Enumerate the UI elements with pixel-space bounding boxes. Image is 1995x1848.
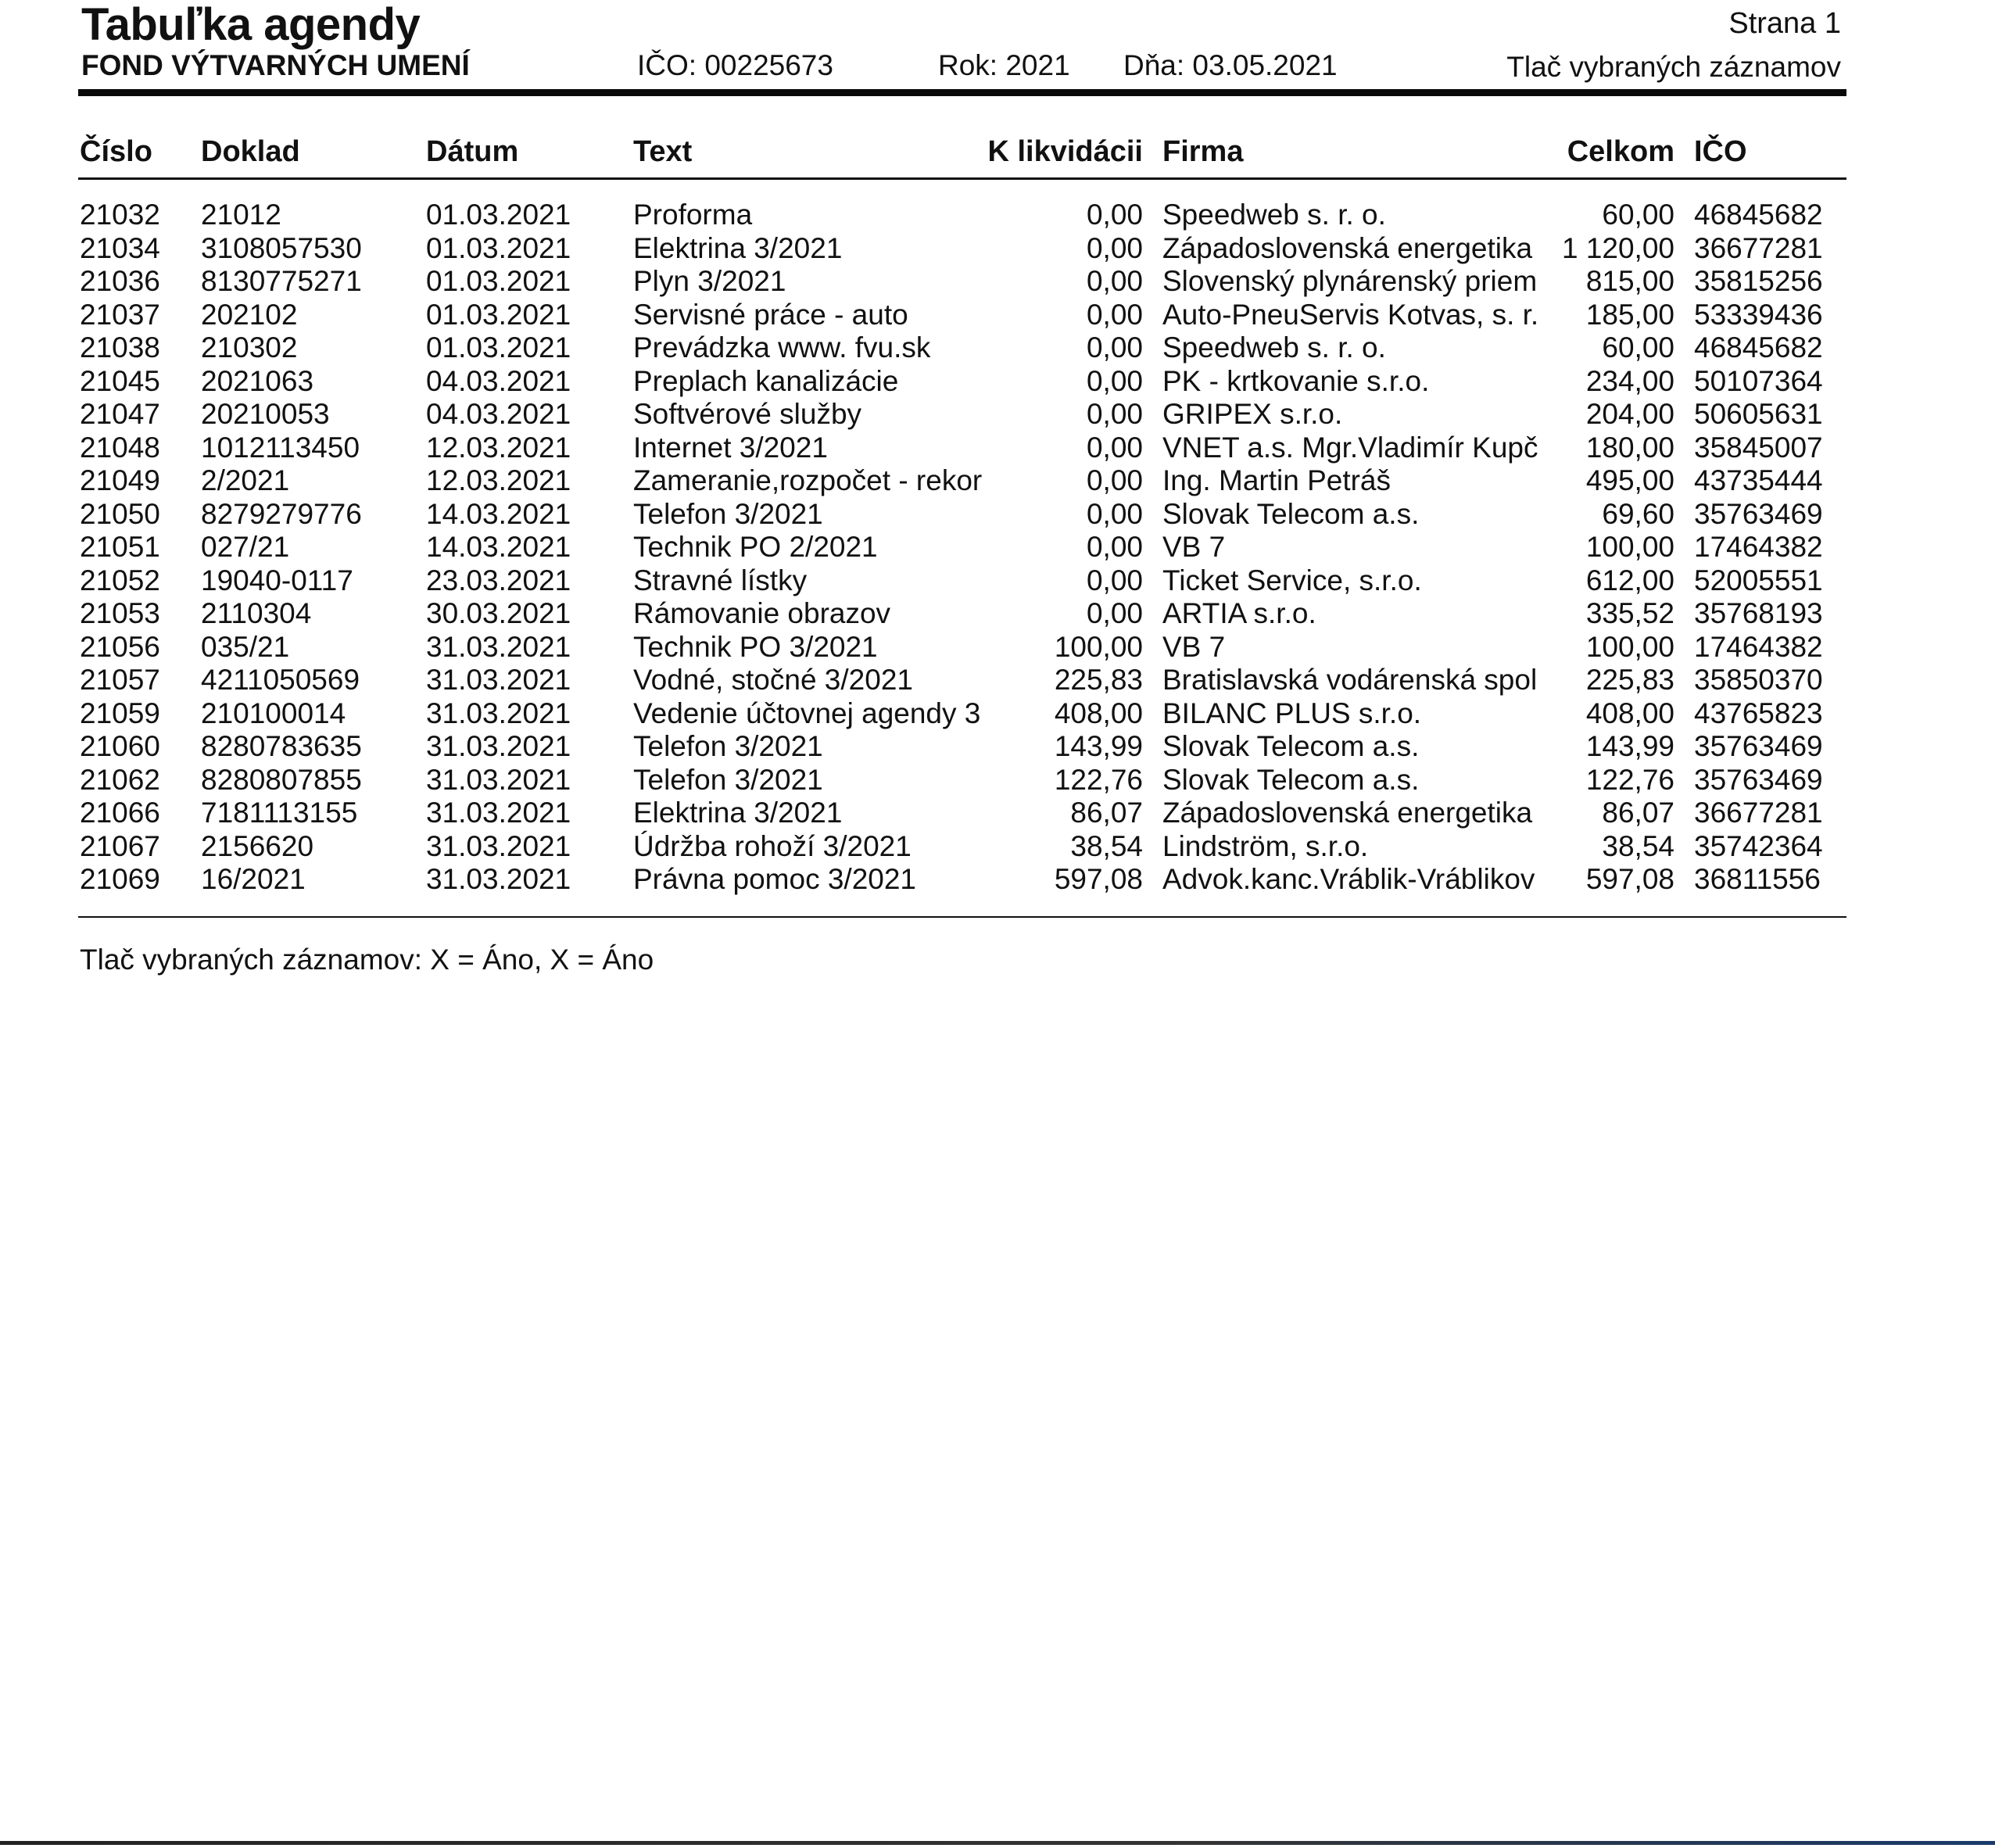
cell-cislo: 21066 [80, 797, 160, 829]
table-row [0, 631, 1995, 664]
cell-text: Údržba rohoží 3/2021 [633, 829, 912, 862]
organization-ico: IČO: 00225673 [637, 49, 833, 81]
cell-firma: Auto-PneuServis Kotvas, s. r. [1162, 298, 1539, 331]
cell-doklad: 2110304 [201, 597, 312, 629]
cell-doklad: 210302 [201, 331, 298, 364]
table-row [0, 664, 1995, 697]
column-header-text: Text [633, 135, 693, 168]
cell-datum: 01.03.2021 [426, 298, 571, 331]
cell-firma: Slovak Telecom a.s. [1162, 730, 1420, 762]
table-row [0, 199, 1995, 232]
cell-celkom: 597,08 [1585, 863, 1674, 895]
cell-ico: 46845682 [1694, 199, 1823, 231]
cell-datum: 31.03.2021 [426, 697, 571, 729]
column-header-ico: IČO [1694, 135, 1747, 168]
cell-datum: 14.03.2021 [426, 531, 571, 563]
cell-cislo: 21047 [80, 398, 160, 430]
cell-text: Rámovanie obrazov [633, 597, 891, 629]
cell-k-likvidacii: 0,00 [1086, 398, 1143, 430]
cell-celkom: 815,00 [1585, 265, 1674, 297]
cell-cislo: 21034 [80, 231, 160, 264]
cell-k-likvidacii: 0,00 [1086, 199, 1143, 231]
table-header-divider [78, 177, 1846, 180]
cell-firma: Lindström, s.r.o. [1162, 829, 1369, 862]
cell-text: Telefon 3/2021 [633, 730, 823, 762]
cell-celkom: 60,00 [1602, 199, 1674, 231]
cell-cislo: 21069 [80, 863, 160, 895]
cell-text: Internet 3/2021 [633, 431, 828, 464]
cell-celkom: 185,00 [1585, 298, 1674, 331]
cell-celkom: 335,52 [1585, 597, 1674, 629]
cell-doklad: 21012 [201, 199, 281, 231]
column-header-datum: Dátum [426, 135, 519, 168]
report-subtitle: Tlač vybraných záznamov [1506, 51, 1841, 83]
scan-edge-line [0, 1841, 1995, 1845]
cell-text: Elektrina 3/2021 [633, 797, 843, 829]
table-row [0, 398, 1995, 432]
cell-text: Zameranie,rozpočet - rekor [633, 464, 983, 496]
cell-datum: 30.03.2021 [426, 597, 571, 629]
table-row [0, 232, 1995, 266]
cell-k-likvidacii: 597,08 [1054, 863, 1143, 895]
cell-text: Preplach kanalizácie [633, 364, 899, 397]
cell-ico: 53339436 [1694, 298, 1823, 331]
cell-text: Proforma [633, 199, 753, 231]
cell-datum: 01.03.2021 [426, 199, 571, 231]
cell-doklad: 202102 [201, 298, 298, 331]
header-divider [78, 89, 1846, 96]
cell-doklad: 027/21 [201, 531, 290, 563]
cell-k-likvidacii: 122,76 [1054, 763, 1143, 796]
cell-datum: 04.03.2021 [426, 398, 571, 430]
cell-ico: 35763469 [1694, 497, 1823, 530]
cell-k-likvidacii: 408,00 [1054, 697, 1143, 729]
cell-doklad: 16/2021 [201, 863, 306, 895]
cell-ico: 35763469 [1694, 730, 1823, 762]
cell-k-likvidacii: 0,00 [1086, 364, 1143, 397]
cell-celkom: 100,00 [1585, 630, 1674, 663]
cell-datum: 01.03.2021 [426, 331, 571, 364]
column-header-doklad: Doklad [201, 135, 300, 168]
cell-celkom: 1 120,00 [1561, 231, 1674, 264]
cell-cislo: 21032 [80, 199, 160, 231]
cell-celkom: 180,00 [1585, 431, 1674, 464]
cell-firma: Bratislavská vodárenská spol [1162, 664, 1538, 696]
organization-name: FOND VÝTVARNÝCH UMENÍ [81, 49, 470, 81]
cell-ico: 46845682 [1694, 331, 1823, 364]
cell-ico: 36677281 [1694, 797, 1823, 829]
cell-k-likvidacii: 100,00 [1054, 630, 1143, 663]
cell-datum: 31.03.2021 [426, 863, 571, 895]
table-row [0, 830, 1995, 864]
cell-cislo: 21062 [80, 763, 160, 796]
cell-firma: Západoslovenská energetika [1162, 231, 1533, 264]
cell-cislo: 21048 [80, 431, 160, 464]
cell-cislo: 21037 [80, 298, 160, 331]
cell-ico: 36677281 [1694, 231, 1823, 264]
cell-doklad: 8280783635 [201, 730, 362, 762]
cell-celkom: 122,76 [1585, 763, 1674, 796]
cell-text: Prevádzka www. fvu.sk [633, 331, 931, 364]
table-row [0, 299, 1995, 332]
cell-cislo: 21036 [80, 265, 160, 297]
table-row [0, 797, 1995, 830]
column-header-celkom: Celkom [1567, 135, 1674, 168]
cell-text: Vedenie účtovnej agendy 3 [633, 697, 981, 729]
cell-doklad: 8130775271 [201, 265, 362, 297]
table-row [0, 531, 1995, 564]
selection-note: Tlač vybraných záznamov: X = Áno, X = Áno [80, 944, 654, 976]
cell-k-likvidacii: 86,07 [1070, 797, 1143, 829]
table-row [0, 564, 1995, 598]
cell-firma: VB 7 [1162, 531, 1226, 563]
cell-text: Stravné lístky [633, 564, 808, 596]
cell-cislo: 21049 [80, 464, 160, 496]
cell-datum: 01.03.2021 [426, 265, 571, 297]
cell-cislo: 21056 [80, 630, 160, 663]
cell-celkom: 495,00 [1585, 464, 1674, 496]
cell-firma: Západoslovenská energetika [1162, 797, 1533, 829]
cell-doklad: 1012113450 [201, 431, 360, 464]
cell-datum: 12.03.2021 [426, 431, 571, 464]
report-year: Rok: 2021 [938, 49, 1070, 81]
cell-doklad: 2156620 [201, 829, 314, 862]
column-header-firma: Firma [1162, 135, 1244, 168]
cell-cislo: 21038 [80, 331, 160, 364]
cell-ico: 35845007 [1694, 431, 1823, 464]
cell-datum: 31.03.2021 [426, 763, 571, 796]
cell-firma: Advok.kanc.Vráblik-Vráblikov [1162, 863, 1535, 895]
cell-k-likvidacii: 0,00 [1086, 564, 1143, 596]
cell-text: Telefon 3/2021 [633, 497, 823, 530]
cell-celkom: 204,00 [1585, 398, 1674, 430]
cell-cislo: 21050 [80, 497, 160, 530]
cell-firma: VB 7 [1162, 630, 1226, 663]
cell-datum: 31.03.2021 [426, 797, 571, 829]
cell-ico: 50107364 [1694, 364, 1823, 397]
table-bottom-divider [78, 916, 1846, 918]
cell-k-likvidacii: 0,00 [1086, 597, 1143, 629]
cell-ico: 43765823 [1694, 697, 1823, 729]
table-row [0, 432, 1995, 465]
cell-firma: Slovenský plynárenský priem [1162, 265, 1538, 297]
cell-datum: 23.03.2021 [426, 564, 571, 596]
table-row [0, 464, 1995, 498]
cell-k-likvidacii: 225,83 [1054, 664, 1143, 696]
table-row [0, 597, 1995, 631]
cell-text: Technik PO 2/2021 [633, 531, 878, 563]
cell-doklad: 2021063 [201, 364, 314, 397]
cell-doklad: 8279279776 [201, 497, 362, 530]
cell-firma: BILANC PLUS s.r.o. [1162, 697, 1422, 729]
cell-celkom: 69,60 [1602, 497, 1674, 530]
cell-text: Technik PO 3/2021 [633, 630, 878, 663]
report-title: Tabuľka agendy [81, 0, 421, 50]
cell-doklad: 4211050569 [201, 664, 360, 696]
cell-celkom: 38,54 [1602, 829, 1674, 862]
cell-firma: Ticket Service, s.r.o. [1162, 564, 1422, 596]
cell-text: Servisné práce - auto [633, 298, 908, 331]
cell-text: Telefon 3/2021 [633, 763, 823, 796]
cell-firma: VNET a.s. Mgr.Vladimír Kupč [1162, 431, 1538, 464]
cell-doklad: 210100014 [201, 697, 346, 729]
cell-cislo: 21053 [80, 597, 160, 629]
cell-firma: GRIPEX s.r.o. [1162, 398, 1343, 430]
cell-ico: 43735444 [1694, 464, 1823, 496]
cell-k-likvidacii: 38,54 [1070, 829, 1143, 862]
cell-datum: 31.03.2021 [426, 829, 571, 862]
cell-cislo: 21057 [80, 664, 160, 696]
cell-firma: Speedweb s. r. o. [1162, 199, 1386, 231]
cell-text: Softvérové služby [633, 398, 862, 430]
cell-celkom: 408,00 [1585, 697, 1674, 729]
cell-ico: 17464382 [1694, 531, 1823, 563]
cell-doklad: 2/2021 [201, 464, 290, 496]
table-row [0, 730, 1995, 764]
cell-firma: Slovak Telecom a.s. [1162, 763, 1420, 796]
cell-cislo: 21059 [80, 697, 160, 729]
table-row [0, 498, 1995, 532]
cell-cislo: 21045 [80, 364, 160, 397]
cell-celkom: 143,99 [1585, 730, 1674, 762]
cell-firma: Ing. Martin Petráš [1162, 464, 1391, 496]
table-body [0, 199, 1995, 897]
cell-k-likvidacii: 0,00 [1086, 431, 1143, 464]
cell-ico: 35850370 [1694, 664, 1823, 696]
cell-celkom: 60,00 [1602, 331, 1674, 364]
cell-cislo: 21051 [80, 531, 160, 563]
table-row [0, 764, 1995, 797]
cell-doklad: 3108057530 [201, 231, 362, 264]
cell-firma: Slovak Telecom a.s. [1162, 497, 1420, 530]
cell-k-likvidacii: 143,99 [1054, 730, 1143, 762]
cell-doklad: 19040-0117 [201, 564, 353, 596]
cell-ico: 36811556 [1694, 863, 1821, 895]
cell-datum: 04.03.2021 [426, 364, 571, 397]
cell-doklad: 8280807855 [201, 763, 362, 796]
cell-text: Právna pomoc 3/2021 [633, 863, 917, 895]
cell-datum: 14.03.2021 [426, 497, 571, 530]
page-number: Strana 1 [1728, 7, 1841, 40]
cell-celkom: 225,83 [1585, 664, 1674, 696]
cell-cislo: 21060 [80, 730, 160, 762]
cell-firma: Speedweb s. r. o. [1162, 331, 1386, 364]
cell-ico: 52005551 [1694, 564, 1823, 596]
cell-ico: 35768193 [1694, 597, 1823, 629]
cell-doklad: 7181113155 [201, 797, 358, 829]
cell-text: Plyn 3/2021 [633, 265, 786, 297]
cell-ico: 35815256 [1694, 265, 1823, 297]
cell-celkom: 234,00 [1585, 364, 1674, 397]
cell-datum: 31.03.2021 [426, 730, 571, 762]
column-header-cislo: Číslo [80, 135, 152, 168]
cell-k-likvidacii: 0,00 [1086, 265, 1143, 297]
cell-text: Elektrina 3/2021 [633, 231, 843, 264]
cell-firma: PK - krtkovanie s.r.o. [1162, 364, 1430, 397]
cell-k-likvidacii: 0,00 [1086, 231, 1143, 264]
table-row [0, 331, 1995, 365]
table-row [0, 697, 1995, 731]
cell-ico: 35763469 [1694, 763, 1823, 796]
cell-doklad: 20210053 [201, 398, 330, 430]
cell-celkom: 612,00 [1585, 564, 1674, 596]
column-header-k-likvidacii: K likvidácii [987, 135, 1143, 168]
cell-ico: 35742364 [1694, 829, 1823, 862]
cell-celkom: 100,00 [1585, 531, 1674, 563]
cell-cislo: 21067 [80, 829, 160, 862]
report-date: Dňa: 03.05.2021 [1123, 49, 1338, 81]
cell-celkom: 86,07 [1602, 797, 1674, 829]
cell-k-likvidacii: 0,00 [1086, 497, 1143, 530]
cell-ico: 17464382 [1694, 630, 1823, 663]
cell-text: Vodné, stočné 3/2021 [633, 664, 913, 696]
cell-k-likvidacii: 0,00 [1086, 464, 1143, 496]
cell-firma: ARTIA s.r.o. [1162, 597, 1316, 629]
cell-datum: 12.03.2021 [426, 464, 571, 496]
cell-ico: 50605631 [1694, 398, 1823, 430]
table-row [0, 863, 1995, 897]
cell-cislo: 21052 [80, 564, 160, 596]
cell-datum: 31.03.2021 [426, 630, 571, 663]
cell-doklad: 035/21 [201, 630, 290, 663]
table-row [0, 365, 1995, 399]
cell-datum: 01.03.2021 [426, 231, 571, 264]
cell-k-likvidacii: 0,00 [1086, 331, 1143, 364]
cell-k-likvidacii: 0,00 [1086, 298, 1143, 331]
table-row [0, 265, 1995, 299]
cell-k-likvidacii: 0,00 [1086, 531, 1143, 563]
cell-datum: 31.03.2021 [426, 664, 571, 696]
